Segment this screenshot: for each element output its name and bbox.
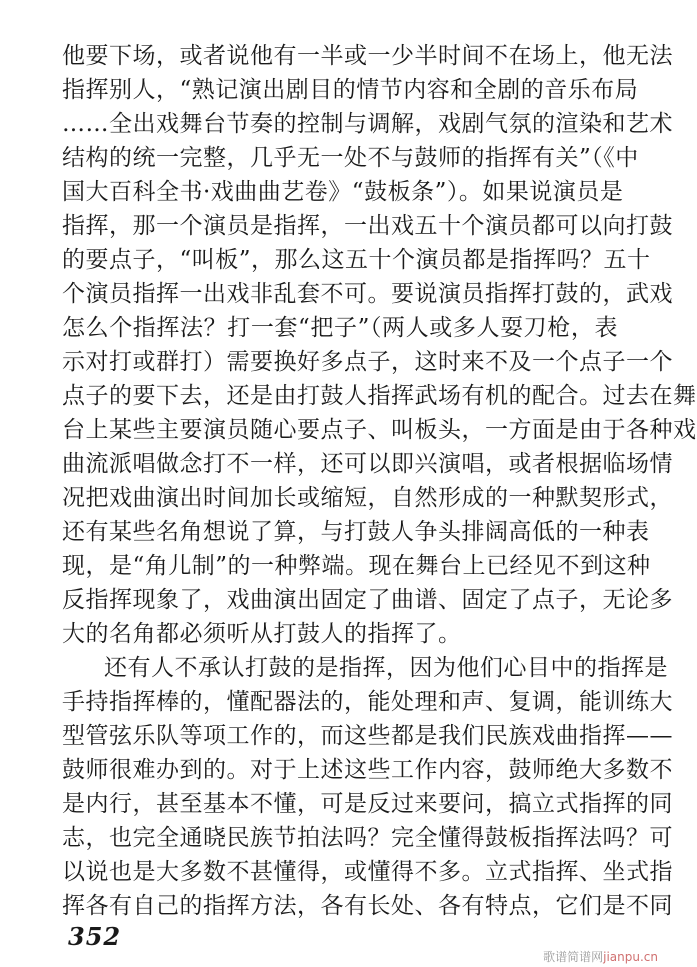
text-line: 怎么个指挥法？打一套“把子”（两人或多人耍刀枪，表 bbox=[62, 315, 618, 341]
text-line: 手持指挥棒的，懂配器法的，能处理和声、复调，能训练大 bbox=[62, 689, 673, 715]
text-line: 他要下场，或者说他有一半或一少半时间不在场上，他无法 bbox=[62, 43, 673, 69]
text-line: 现，是“角儿制”的一种弊端。现在舞台上已经见不到这种 bbox=[62, 553, 651, 579]
text-line: 指挥别人，“熟记演出剧目的情节内容和全剧的音乐布局 bbox=[62, 77, 639, 103]
text-line: 鼓师很难办到的。对于上述这些工作内容，鼓师绝大多数不 bbox=[62, 757, 673, 783]
text-line: 台上某些主要演员随心要点子、叫板头，一方面是由于各种戏 bbox=[62, 417, 697, 443]
text-line: 还有某些名角想说了算，与打鼓人争头排阔高低的一种表 bbox=[62, 519, 650, 545]
text-line: 的要点子，“叫板”，那么这五十个演员都是指挥吗？五十 bbox=[62, 247, 651, 273]
watermark bbox=[543, 948, 658, 965]
text-line: 以说也是大多数不甚懂得，或懂得不多。立式指挥、坐式指 bbox=[62, 859, 673, 885]
text-line: 指挥，那一个演员是指挥，一出戏五十个演员都可以向打鼓 bbox=[62, 213, 673, 239]
text-line: 挥各有自己的指挥方法，各有长处、各有特点，它们是不同 bbox=[62, 893, 673, 919]
text-line: 个演员指挥一出戏非乱套不可。要说演员指挥打鼓的，武戏 bbox=[62, 281, 673, 307]
text-line: 志，也完全通晓民族节拍法吗？完全懂得鼓板指挥法吗？可 bbox=[62, 825, 673, 851]
text-line: 国大百科全书·戏曲曲艺卷》“鼓板条”）。如果说演员是 bbox=[62, 179, 624, 205]
text-line: 况把戏曲演出时间加长或缩短，自然形成的一种默契形式， bbox=[62, 485, 673, 511]
text-line: 大的名角都必须听从打鼓人的指挥了。 bbox=[62, 621, 462, 647]
paragraph-first-line: 还有人不承认打鼓的是指挥，因为他们心目中的指挥是 bbox=[104, 655, 668, 681]
watermark-url: jianpu.cn bbox=[603, 950, 658, 964]
text-line: 是内行，甚至基本不懂，可是反过来要问，搞立式指挥的同 bbox=[62, 791, 673, 817]
text-line: 曲流派唱做念打不一样，还可以即兴演唱，或者根据临场情 bbox=[62, 451, 673, 477]
text-line: 点子的要下去，还是由打鼓人指挥武场有机的配合。过去在舞 bbox=[62, 383, 697, 409]
watermark-site: 歌谱简谱网 bbox=[543, 950, 604, 964]
text-line: ……全出戏舞台节奏的控制与调解，戏剧气氛的渲染和艺术 bbox=[62, 111, 673, 137]
text-line: 结构的统一完整，几乎无一处不与鼓师的指挥有关”（《中 bbox=[62, 145, 639, 171]
page-number: 352 bbox=[68, 922, 122, 951]
text-line: 反指挥现象了，戏曲演出固定了曲谱、固定了点子，无论多 bbox=[62, 587, 673, 613]
text-line: 型管弦乐队等项工作的，而这些都是我们民族戏曲指挥—— bbox=[62, 723, 673, 749]
text-line: 示对打或群打）需要换好多点子，这时来不及一个点子一个 bbox=[62, 349, 673, 375]
